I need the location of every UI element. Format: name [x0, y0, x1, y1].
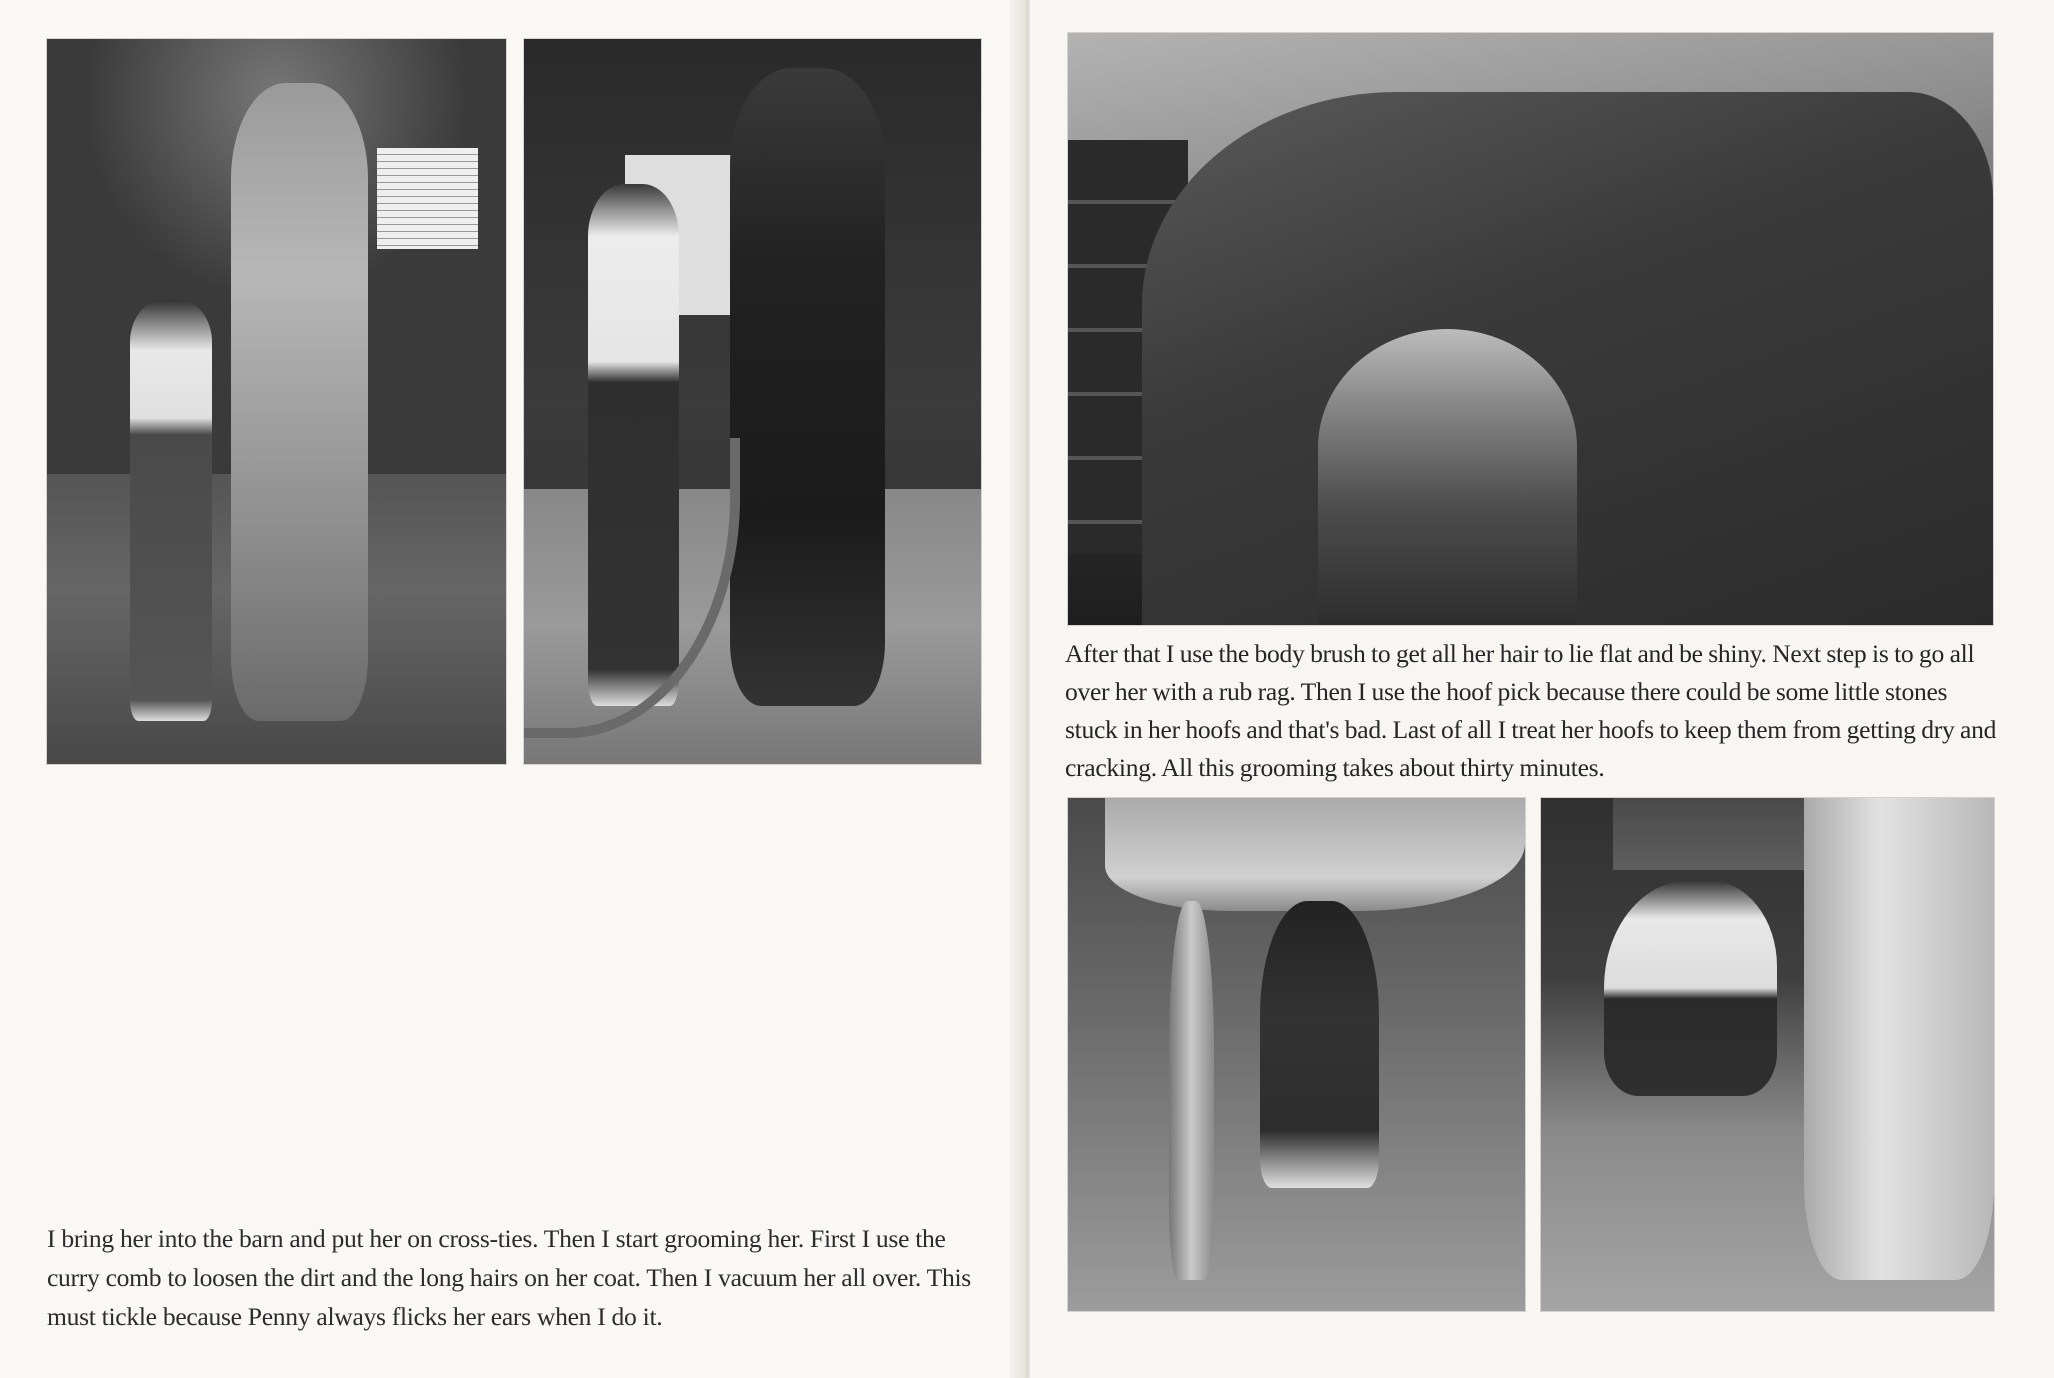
photo-girl-vacuuming-horse: [524, 39, 981, 764]
photo-hoof-pick: [1068, 798, 1525, 1311]
horse-legs: [1804, 798, 1994, 1280]
photo-girl-brushing-horse: [47, 39, 506, 764]
horse-figure: [730, 68, 885, 706]
girl-figure: [1318, 329, 1577, 625]
horse-figure: [231, 83, 369, 721]
girl-figure: [1604, 880, 1776, 1095]
wall-chart: [377, 148, 478, 250]
left-page-caption: I bring her into the barn and put her on cross-ties. Then I start grooming her. First I use the curry comb to loosen the dirt and the long hairs on her coat. Then I vacuum her all over. This must tickle because Penny always flicks her ears when I do it.: [47, 1224, 971, 1331]
girl-figure: [130, 300, 213, 721]
photo-rub-rag-grooming: [1068, 33, 1993, 625]
horse-belly: [1105, 798, 1525, 911]
horse-leg: [1169, 901, 1215, 1281]
photo-hoof-treatment: [1541, 798, 1994, 1311]
left-page: [0, 0, 1024, 1378]
right-page-caption: After that I use the body brush to get all her hair to lie flat and be shiny. Next step is to go all over her with a rub rag. Then I use the hoof pick because there could be some little stones stuck in her hoofs and that's bad. Last of all I treat her hoofs to keep them from getting dry and cracking. All this grooming takes about thirty minutes.: [1065, 639, 1997, 782]
girl-figure: [1260, 901, 1379, 1188]
